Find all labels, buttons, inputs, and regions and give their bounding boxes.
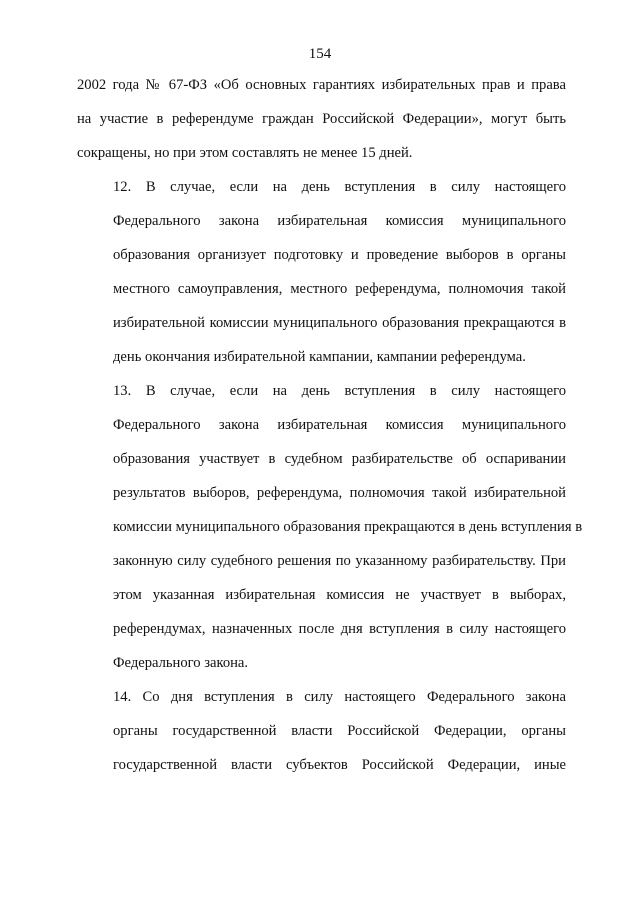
text-line: избирательной комиссии муниципального образования прекращаются в [113, 315, 566, 331]
text-line: местного самоуправления, местного референдума, полномочия такой [113, 281, 566, 297]
text-line: 13. В случае, если на день вступления в силу настоящего [113, 383, 566, 399]
paragraph-12 [77, 170, 566, 374]
text-line: Федерального закона избирательная комиссия муниципального [113, 417, 566, 433]
text-line: государственной власти субъектов Российской Федерации, иные [113, 757, 566, 773]
paragraph-14 [77, 680, 566, 782]
text-line: этом указанная избирательная комиссия не участвует в выборах, [113, 587, 566, 603]
text-line: Федерального закона избирательная комиссия муниципального [113, 213, 566, 229]
paragraph-continuation [77, 68, 566, 170]
text-line: референдумах, назначенных после дня вступления в силу настоящего [113, 621, 566, 637]
text-line: результатов выборов, референдума, полномочия такой избирательной [113, 485, 566, 501]
paragraph-13 [77, 374, 583, 680]
text-line: образования организует подготовку и проведение выборов в органы [113, 247, 566, 263]
text-line: 2002 года № 67-ФЗ «Об основных гарантиях избирательных прав и права [77, 77, 566, 93]
text-line: на участие в референдуме граждан Российской Федерации», могут быть [77, 111, 566, 127]
text-line: 12. В случае, если на день вступления в силу настоящего [113, 179, 566, 195]
text-line: день окончания избирательной кампании, кампании референдума. [113, 349, 526, 365]
text-line: сокращены, но при этом составлять не менее 15 дней. [77, 145, 413, 161]
page-number: 154 [308, 46, 332, 62]
text-line: органы государственной власти Российской Федерации, органы [113, 723, 566, 739]
text-line: образования участвует в судебном разбирательстве об оспаривании [113, 451, 566, 467]
text-line: комиссии муниципального образования прекращаются в день вступления в [113, 519, 583, 535]
document-body [77, 68, 583, 782]
text-line: Федерального закона. [113, 655, 249, 671]
text-line: законную силу судебного решения по указанному разбирательству. При [113, 553, 566, 569]
text-line: 14. Со дня вступления в силу настоящего Федерального закона [113, 689, 566, 705]
